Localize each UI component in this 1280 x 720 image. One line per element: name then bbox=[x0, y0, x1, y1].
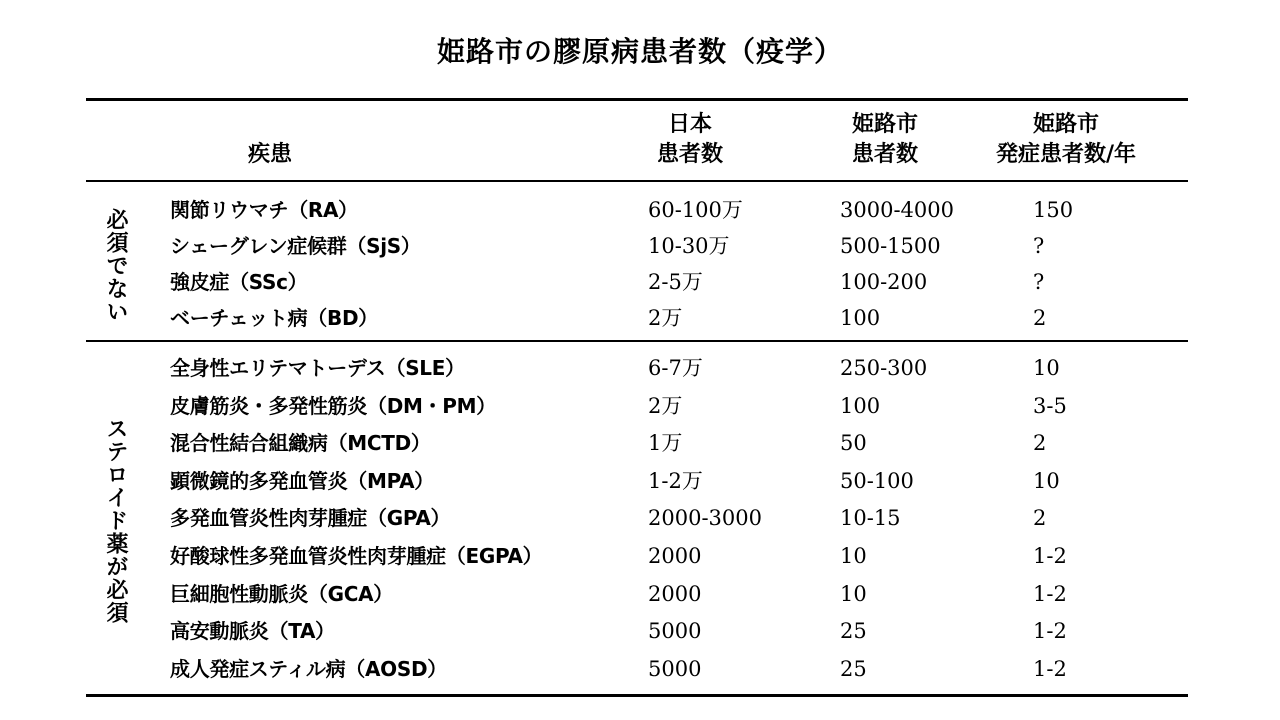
group-rows-not-required bbox=[0, 192, 1280, 336]
table-row bbox=[0, 463, 1280, 501]
japan-patient-count: 2000-3000 bbox=[648, 506, 762, 531]
japan-patient-count: 5000 bbox=[648, 619, 702, 644]
table-row bbox=[0, 538, 1280, 576]
disease-name: 成人発症スティル病（AOSD） bbox=[170, 656, 447, 681]
himeji-patient-count: 100-200 bbox=[840, 270, 928, 294]
column-header-japan-patients bbox=[640, 110, 740, 170]
disease-name: 全身性エリテマトーデス（SLE） bbox=[170, 356, 465, 380]
table-row bbox=[0, 192, 1280, 228]
himeji-annual-incidence: 1-2 bbox=[1033, 543, 1067, 568]
slide-title: 姫路市の膠原病患者数（疫学） bbox=[436, 35, 843, 68]
table-row bbox=[0, 425, 1280, 463]
himeji-annual-incidence: 2 bbox=[1033, 431, 1047, 456]
himeji-annual-incidence: 1-2 bbox=[1033, 581, 1067, 606]
himeji-patient-count: 50 bbox=[840, 431, 867, 456]
japan-patient-count: 2万 bbox=[648, 393, 683, 418]
group-label-steroid-required: ステロイド薬が必須 bbox=[103, 416, 128, 624]
disease-name: 巨細胞性動脈炎（GCA） bbox=[170, 581, 393, 606]
column-header-disease bbox=[230, 140, 310, 170]
japan-patient-count: 6-7万 bbox=[648, 356, 703, 380]
disease-name: 好酸球性多発血管炎性肉芽腫症（EGPA） bbox=[170, 543, 543, 568]
group-rows-steroid-required bbox=[0, 350, 1280, 688]
japan-patient-count: 2000 bbox=[648, 581, 702, 606]
table-group-divider bbox=[86, 340, 1188, 342]
himeji-patient-count: 3000-4000 bbox=[840, 198, 954, 222]
table-top-rule bbox=[86, 98, 1188, 101]
disease-name: 顕微鏡的多発血管炎（MPA） bbox=[170, 468, 435, 493]
himeji-annual-incidence: 1-2 bbox=[1033, 656, 1067, 681]
table-row bbox=[0, 576, 1280, 614]
table-row bbox=[0, 613, 1280, 651]
japan-patient-count: 60-100万 bbox=[648, 198, 743, 222]
himeji-patient-count: 10 bbox=[840, 543, 867, 568]
column-header-japan-line2: 患者数 bbox=[656, 142, 723, 167]
japan-patient-count: 10-30万 bbox=[648, 234, 730, 258]
table-bottom-rule bbox=[86, 694, 1188, 697]
disease-name: ベーチェット病（BD） bbox=[170, 306, 378, 330]
table-row bbox=[0, 500, 1280, 538]
table-row bbox=[0, 228, 1280, 264]
himeji-annual-incidence: 1-2 bbox=[1033, 619, 1067, 644]
himeji-patient-count: 25 bbox=[840, 656, 867, 681]
disease-name: シェーグレン症候群（SjS） bbox=[170, 234, 421, 258]
column-header-incidence-line1: 姫路市 bbox=[1032, 112, 1099, 137]
disease-name: 関節リウマチ（RA） bbox=[170, 198, 358, 222]
table-row bbox=[0, 350, 1280, 388]
column-header-japan-line1: 日本 bbox=[667, 112, 712, 137]
himeji-annual-incidence: 150 bbox=[1033, 198, 1074, 222]
group-label-not-required: 必須でない bbox=[103, 207, 128, 323]
himeji-patient-count: 250-300 bbox=[840, 356, 928, 380]
table-row bbox=[0, 300, 1280, 336]
japan-patient-count: 5000 bbox=[648, 656, 702, 681]
himeji-annual-incidence: ? bbox=[1033, 234, 1045, 258]
column-header-himeji-incidence bbox=[966, 110, 1166, 170]
himeji-patient-count: 10-15 bbox=[840, 506, 901, 531]
table-row bbox=[0, 651, 1280, 689]
disease-name: 多発血管炎性肉芽腫症（GPA） bbox=[170, 506, 451, 531]
himeji-patient-count: 25 bbox=[840, 619, 867, 644]
japan-patient-count: 1万 bbox=[648, 431, 683, 456]
himeji-annual-incidence: 10 bbox=[1033, 468, 1060, 493]
himeji-annual-incidence: 2 bbox=[1033, 506, 1047, 531]
column-header-himeji-line1: 姫路市 bbox=[851, 112, 918, 137]
himeji-annual-incidence: ? bbox=[1033, 270, 1045, 294]
column-header-himeji-patients bbox=[830, 110, 940, 170]
himeji-annual-incidence: 3-5 bbox=[1033, 393, 1067, 418]
column-header-himeji-line2: 患者数 bbox=[851, 142, 918, 167]
himeji-patient-count: 50-100 bbox=[840, 468, 914, 493]
column-header-disease-label: 疾患 bbox=[247, 142, 292, 167]
disease-name: 強皮症（SSc） bbox=[170, 270, 308, 294]
himeji-patient-count: 10 bbox=[840, 581, 867, 606]
himeji-patient-count: 100 bbox=[840, 306, 881, 330]
himeji-annual-incidence: 10 bbox=[1033, 356, 1060, 380]
japan-patient-count: 2万 bbox=[648, 306, 683, 330]
himeji-patient-count: 500-1500 bbox=[840, 234, 941, 258]
table-row bbox=[0, 388, 1280, 426]
disease-name: 高安動脈炎（TA） bbox=[170, 619, 335, 644]
himeji-patient-count: 100 bbox=[840, 393, 881, 418]
himeji-annual-incidence: 2 bbox=[1033, 306, 1047, 330]
japan-patient-count: 1-2万 bbox=[648, 468, 703, 493]
japan-patient-count: 2000 bbox=[648, 543, 702, 568]
disease-name: 混合性結合組織病（MCTD） bbox=[170, 431, 431, 456]
disease-name: 皮膚筋炎・多発性筋炎（DM・PM） bbox=[170, 393, 496, 418]
japan-patient-count: 2-5万 bbox=[648, 270, 703, 294]
column-header-incidence-line2: 発症患者数/年 bbox=[995, 142, 1137, 167]
table-header-rule bbox=[86, 180, 1188, 182]
table-row bbox=[0, 264, 1280, 300]
